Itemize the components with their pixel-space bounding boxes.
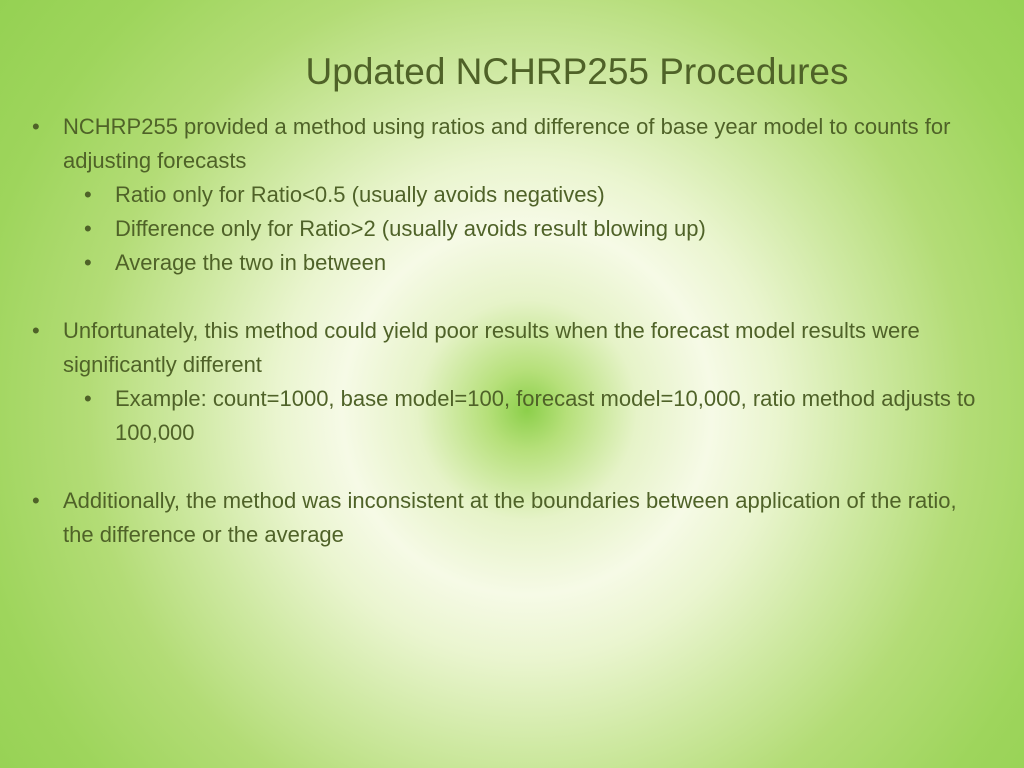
bullet-icon: • [84, 386, 92, 411]
sub-bullet-item [28, 212, 978, 246]
bullet-item [28, 484, 978, 552]
sub-bullet-item [28, 246, 978, 280]
spacer [28, 280, 978, 314]
spacer [28, 450, 978, 484]
bullet-icon: • [32, 318, 40, 343]
bullet-item [28, 314, 978, 382]
bullet-icon: • [84, 182, 92, 207]
bullet-text: NCHRP255 provided a method using ratios and difference of base year model to counts for adjusting forecasts [63, 114, 951, 173]
sub-bullet-text: Ratio only for Ratio<0.5 (usually avoids negatives) [115, 182, 605, 207]
bullet-text: Additionally, the method was inconsistent at the boundaries between application of the ratio, the difference or the average [63, 488, 957, 547]
sub-bullet-text: Average the two in between [115, 250, 387, 275]
sub-bullet-text: Example: count=1000, base model=100, forecast model=10,000, ratio method adjusts to 100,000 [115, 386, 976, 445]
slide-body [28, 110, 978, 552]
bullet-icon: • [32, 114, 40, 139]
sub-bullet-text: Difference only for Ratio>2 (usually avoids result blowing up) [115, 216, 706, 241]
bullet-icon: • [32, 488, 40, 513]
bullet-icon: • [84, 216, 92, 241]
sub-bullet-item [28, 178, 978, 212]
bullet-icon: • [84, 250, 92, 275]
slide-title: Updated NCHRP255 Procedures [305, 51, 849, 92]
bullet-item [28, 110, 978, 178]
sub-bullet-item [28, 382, 978, 450]
bullet-text: Unfortunately, this method could yield poor results when the forecast model results were significantly different [63, 318, 920, 377]
